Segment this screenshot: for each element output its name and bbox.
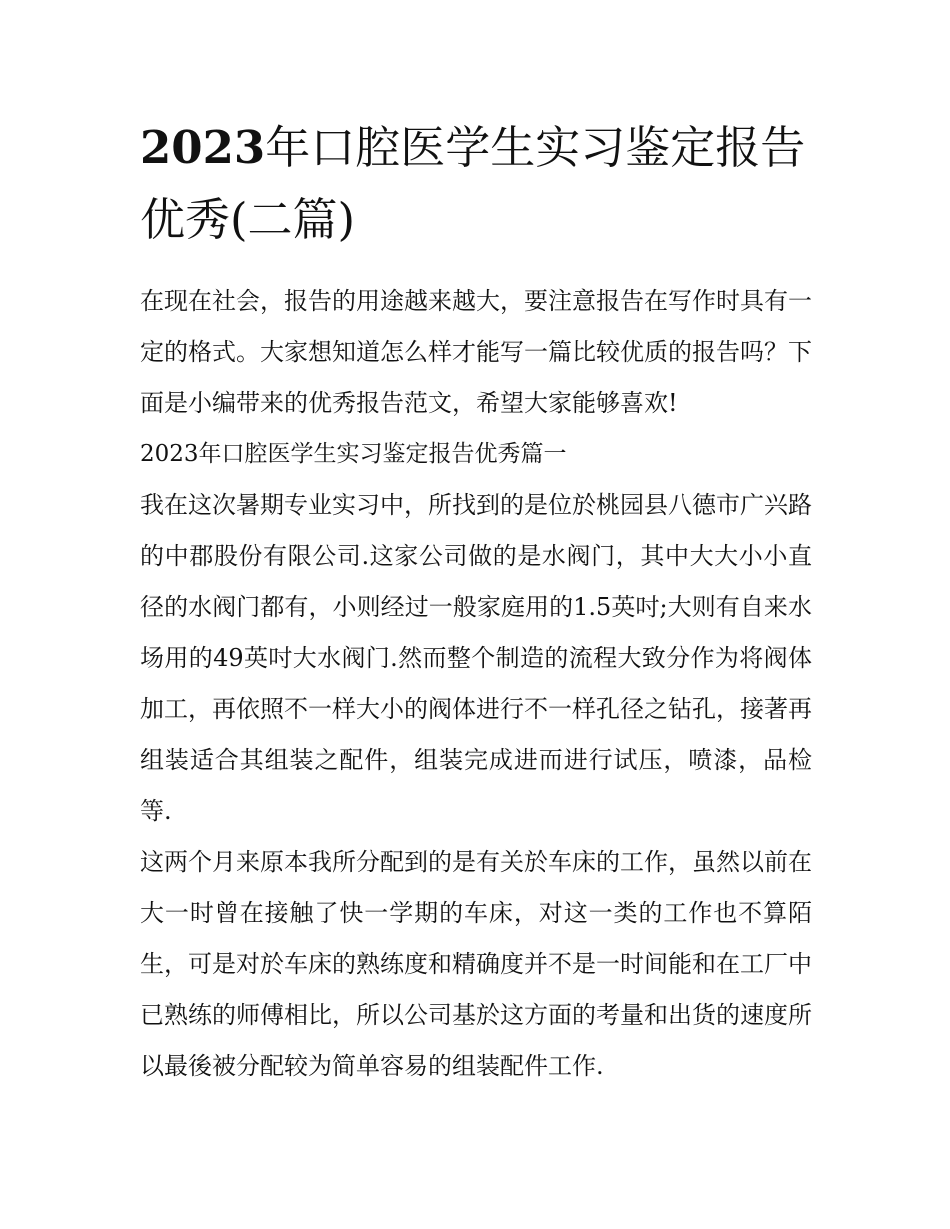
title-text: 年口腔医学生实习鉴定报告优秀(二篇) (140, 121, 806, 246)
body-paragraph-2: 这两个月来原本我所分配到的是有关於车床的工作，虽然以前在大一时曾在接触了快一学期的车床，对这一类的工作也不算陌生，可是对於车床的熟练度和精确度并不是一时间能和在工厂中已熟练的师傅相比，所以公司基於这方面的考量和出货的速度所以最後被分配较为简单容易的组装配件工作. (140, 848, 812, 1080)
title-year: 2023 (140, 121, 266, 174)
document-title (140, 112, 812, 256)
section-heading: 2023年口腔医学生实习鉴定报告优秀篇一 (140, 441, 567, 467)
intro-paragraph: 在现在社会，报告的用途越来越大，要注意报告在写作时具有一定的格式。大家想知道怎么样才能写一篇比较优质的报告吗？下面是小编带来的优秀报告范文，希望大家能够喜欢! (140, 287, 812, 417)
body-paragraph-1: 我在这次暑期专业实习中，所找到的是位於桃园县八德市广兴路的中郡股份有限公司.这家公司做的是水阀门，其中大大小小直径的水阀门都有，小则经过一般家庭用的1.5英吋;大则有自来水场用的49英吋大水阀门.然而整个制造的流程大致分作为将阀体加工，再依照不一样大小的阀体进行不一样孔径之钻孔，接著再组装适合其组装之配件，组装完成进而进行试压，喷漆，品检等. (140, 491, 812, 825)
document-page (140, 112, 812, 1092)
